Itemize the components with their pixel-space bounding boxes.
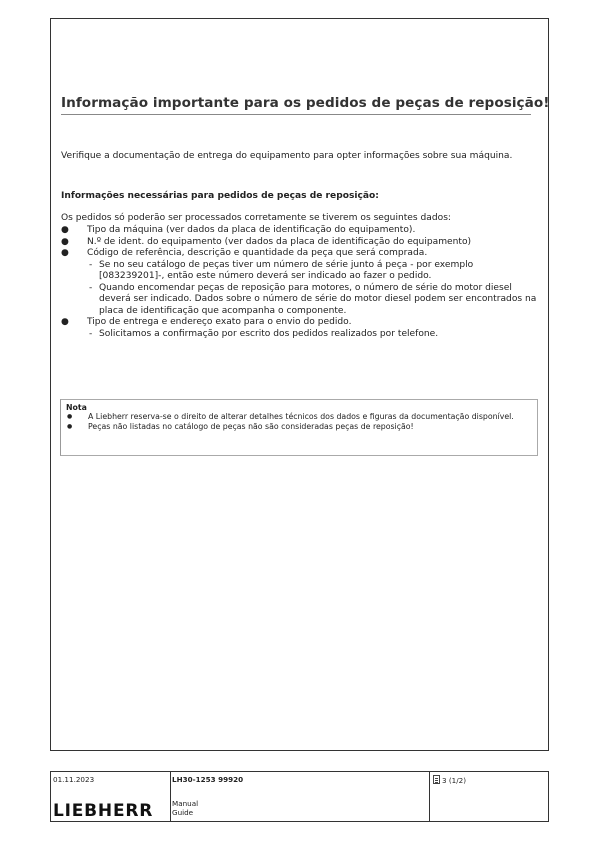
list-item (61, 225, 541, 237)
intro-paragraph: Verifique a documentação de entrega do equipamento para opter informações sobre sua máquina. (61, 151, 513, 161)
list-item (61, 317, 541, 340)
note-item: ● A Liebherr reserva-se o direito de alterar detalhes técnicos dos dados e figuras da documentação disponível. (66, 412, 537, 421)
page-frame (50, 18, 549, 751)
footer-doc-number: LH30-1253 99920 (172, 775, 244, 784)
sub-list (87, 329, 541, 341)
list-item-text: Código de referência, descrição e quantidade da peça que será comprada. (87, 248, 428, 258)
footer (50, 771, 549, 822)
note-box (60, 399, 538, 456)
note-list (66, 412, 537, 431)
note-item: ● Peças não listadas no catálogo de peças não são consideradas peças de reposição! (66, 422, 537, 431)
sub-list-item: - Solicitamos a confirmação por escrito dos pedidos realizados por telefone. (87, 329, 541, 341)
sub-list (87, 260, 541, 318)
footer-date: 01.11.2023 (53, 775, 95, 784)
sub-list-item: - Quando encomendar peças de reposição para motores, o número de série do motor diesel deverá ser indicado. Dados sobre o número de série do motor diesel podem ser encontrados na placa de identificação que acompanha o componente. (87, 283, 541, 318)
section-subheading: Informações necessárias para pedidos de peças de reposição: (61, 191, 379, 201)
footer-doc-type-line: Guide (172, 808, 194, 817)
sub-list-item: - Se no seu catálogo de peças tiver um número de série junto á peça - por exemplo [083239201]-, então este número deverá ser indicado ao fazer o pedido. (87, 260, 541, 283)
page-title: Informação importante para os pedidos de peças de reposição! (61, 95, 531, 115)
page-icon (433, 775, 440, 784)
list-item (61, 237, 541, 249)
footer-page (433, 775, 466, 785)
footer-divider (429, 772, 430, 821)
requirements-intro: Os pedidos só poderão ser processados corretamente se tiverem os seguintes dados: (61, 213, 452, 223)
list-item-text: N.º de ident. do equipamento (ver dados da placa de identificação do equipamento) (87, 236, 472, 247)
footer-doc-type (172, 799, 198, 817)
note-label: Nota (66, 403, 87, 412)
footer-page-number: 3 (1/2) (442, 776, 467, 785)
footer-doc-type-line: Manual (172, 799, 199, 808)
requirements-list (61, 225, 541, 340)
footer-divider (170, 772, 171, 821)
list-item-text: Tipo da máquina (ver dados da placa de identificação do equipamento). (87, 225, 416, 235)
liebherr-logo: LIEBHERR (53, 801, 154, 821)
list-item-text: Tipo de entrega e endereço exato para o envio do pedido. (87, 317, 352, 327)
list-item (61, 248, 541, 317)
